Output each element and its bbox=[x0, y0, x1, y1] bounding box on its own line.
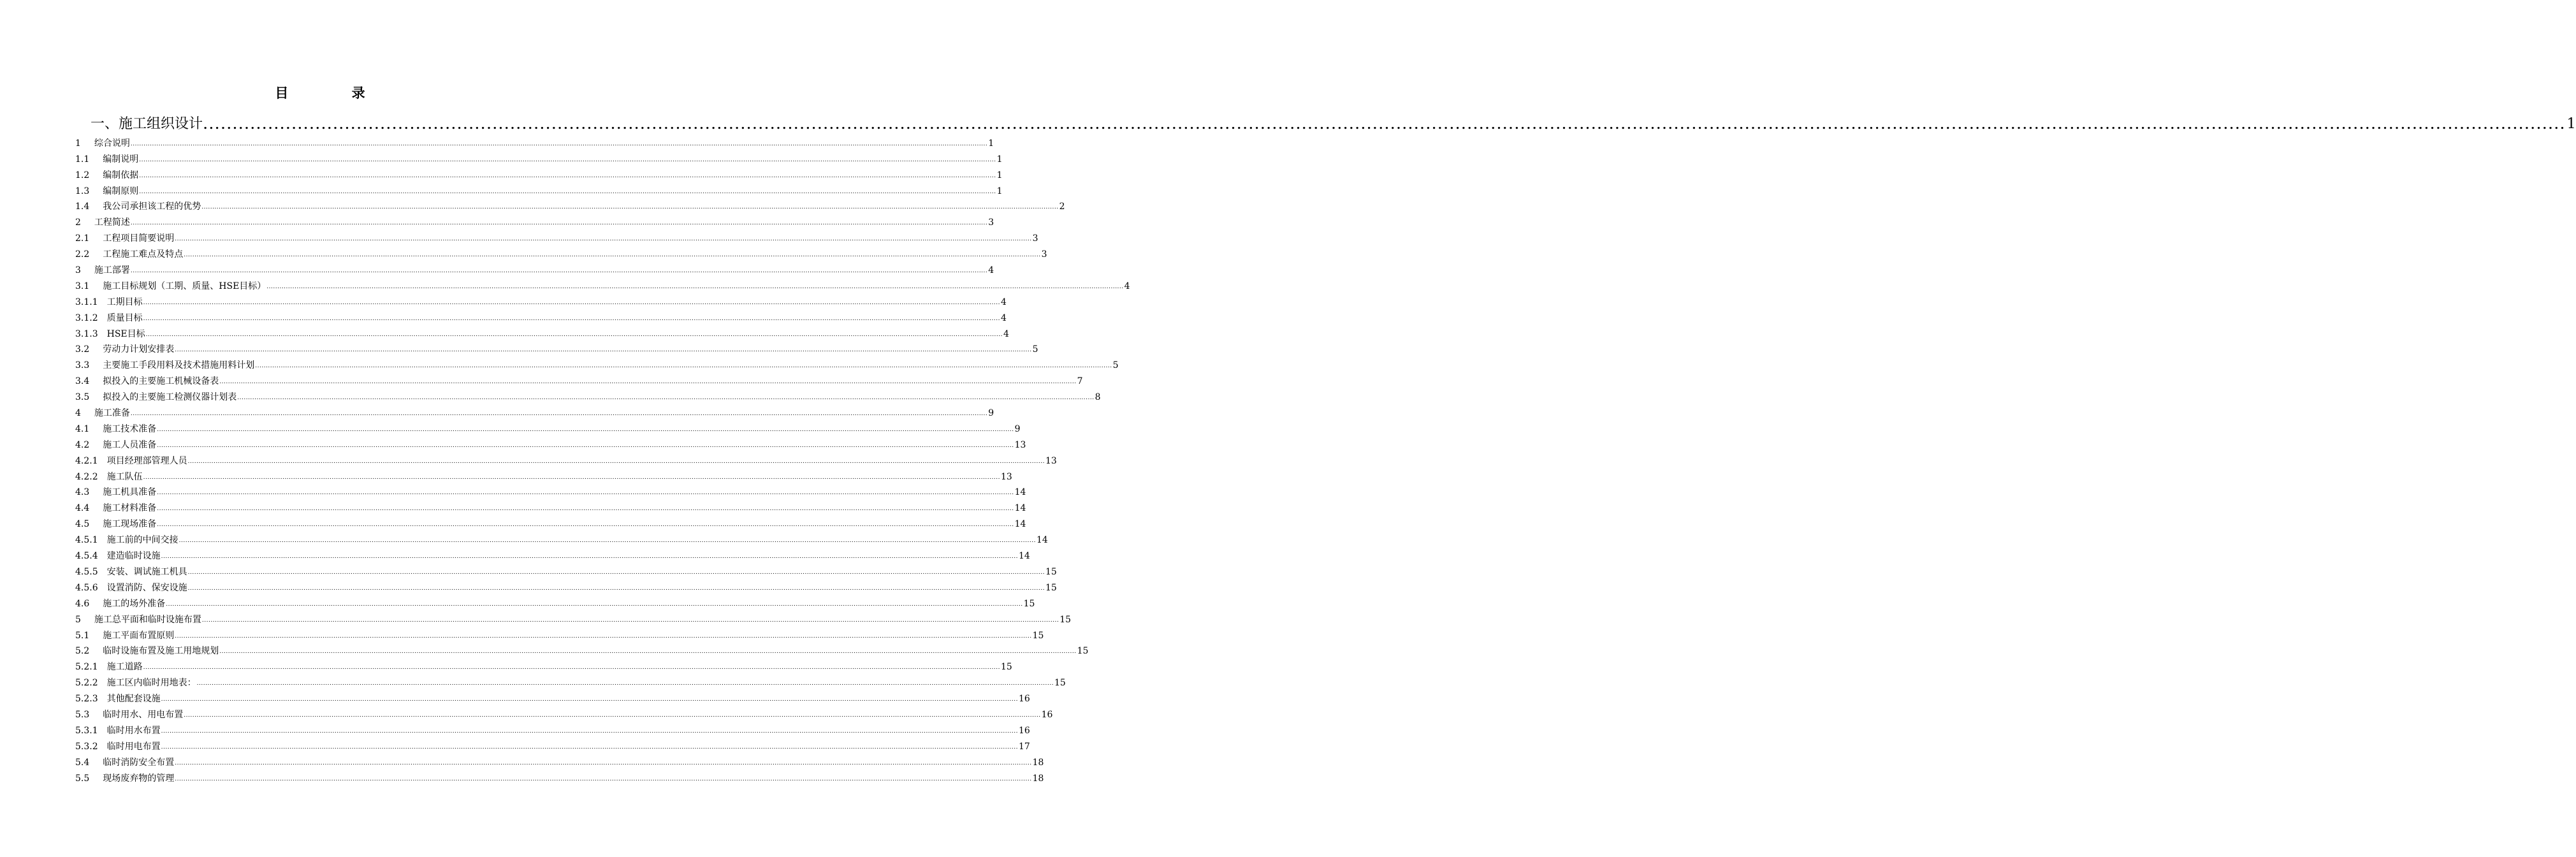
toc-entry-title: 主要施工手段用料及技术措施用料计划 bbox=[103, 360, 255, 371]
toc-entry-title: 工程项目简要说明 bbox=[103, 233, 175, 244]
toc-entry-title: 施工总平面和临时设施布置 bbox=[94, 614, 201, 625]
toc-leader-dots: ................................................................................................................................................................................................................................................................................................................................................................................................................ bbox=[196, 680, 1054, 687]
toc-entry[interactable] bbox=[75, 704, 1053, 720]
toc-entry-number: 5.2.2 bbox=[75, 678, 107, 689]
toc-leader-dots: ................................................................................................................................................................................................................................................................................................................................................................................................................ bbox=[203, 119, 2566, 132]
toc-entry[interactable] bbox=[75, 482, 1026, 498]
toc-entry[interactable] bbox=[75, 656, 1012, 673]
toc-entry-number: 2.2 bbox=[75, 249, 103, 260]
toc-entry-number: 4.5.1 bbox=[75, 535, 107, 546]
toc-leader-dots: ................................................................................................................................................................................................................................................................................................................................................................................................................ bbox=[157, 490, 1014, 497]
toc-entry-page: 1 bbox=[996, 154, 1003, 165]
toc-entry-number: 5.5 bbox=[75, 773, 103, 784]
toc-entry-number: 5.2 bbox=[75, 646, 103, 657]
toc-entry-number: 5.3.2 bbox=[75, 741, 107, 752]
toc-entry-number: 5.4 bbox=[75, 757, 103, 768]
toc-entry-title: 工期目标 bbox=[106, 297, 143, 307]
toc-entry-title: 编制原则 bbox=[103, 186, 139, 196]
toc-entry-title: 施工目标规划（工期、质量、HSE目标） bbox=[103, 281, 266, 291]
toc-entry[interactable] bbox=[75, 672, 1066, 689]
toc-entry[interactable] bbox=[75, 244, 1047, 260]
toc-entry-title: 其他配套设施 bbox=[106, 694, 161, 705]
toc-entry[interactable] bbox=[75, 545, 1030, 562]
toc-entry-number: 4.2.2 bbox=[75, 471, 107, 482]
toc-entry[interactable] bbox=[75, 529, 1048, 546]
toc-leader-dots: ................................................................................................................................................................................................................................................................................................................................................................................................................ bbox=[255, 363, 1112, 370]
toc-entry-title: 我公司承担该工程的优势 bbox=[103, 201, 201, 212]
toc-entry-page: 14 bbox=[1014, 503, 1026, 514]
toc-entry[interactable] bbox=[75, 641, 1089, 657]
toc-entry-page: 4 bbox=[1000, 312, 1007, 323]
toc-entry-title: 临时用水、用电布置 bbox=[103, 709, 184, 720]
toc-leader-dots: ................................................................................................................................................................................................................................................................................................................................................................................................................ bbox=[157, 506, 1014, 513]
toc-entry[interactable] bbox=[75, 212, 994, 228]
toc-leader-dots: ................................................................................................................................................................................................................................................................................................................................................................................................................ bbox=[219, 379, 1077, 386]
toc-entry-page: 4 bbox=[1003, 328, 1009, 339]
toc-entry-number: 4.2 bbox=[75, 439, 103, 450]
toc-entry-title: 临时设施布置及施工用地规划 bbox=[103, 646, 219, 657]
toc-entry-number: 3 bbox=[75, 265, 94, 276]
toc-entry-page: 18 bbox=[1032, 773, 1044, 784]
toc-entry-page: 1 bbox=[996, 170, 1003, 180]
toc-entry[interactable] bbox=[75, 370, 1083, 387]
toc-entry-title: 建造临时设施 bbox=[106, 551, 161, 562]
toc-leader-dots: ................................................................................................................................................................................................................................................................................................................................................................................................................ bbox=[184, 712, 1041, 719]
toc-entry-number: 1.2 bbox=[75, 170, 103, 180]
toc-entry[interactable] bbox=[75, 196, 1065, 212]
toc-entry-title: 施工技术准备 bbox=[103, 423, 157, 434]
toc-entry-page: 17 bbox=[1018, 741, 1030, 752]
toc-entry-page: 4 bbox=[1124, 281, 1130, 291]
toc-entry-number: 5.2.1 bbox=[75, 662, 107, 673]
toc-entry-page: 1 bbox=[988, 138, 994, 149]
toc-entry-title: 编制说明 bbox=[103, 154, 139, 165]
toc-entry-page: 2 bbox=[1059, 201, 1065, 212]
toc-entry[interactable] bbox=[75, 593, 1035, 609]
toc-entry-page: 3 bbox=[988, 217, 994, 228]
toc-leader-dots: ................................................................................................................................................................................................................................................................................................................................................................................................................ bbox=[157, 442, 1014, 449]
toc-entry-title: 施工人员准备 bbox=[103, 439, 157, 450]
toc-entry-title: 拟投入的主要施工检测仪器计划表 bbox=[103, 392, 237, 403]
toc-entry[interactable] bbox=[75, 275, 1130, 291]
toc-entry-title: 现场废弃物的管理 bbox=[103, 773, 175, 784]
toc-leader-dots: ................................................................................................................................................................................................................................................................................................................................................................................................................ bbox=[157, 426, 1014, 433]
toc-entry-number: 2.1 bbox=[75, 233, 103, 244]
toc-leader-dots: ................................................................................................................................................................................................................................................................................................................................................................................................................ bbox=[175, 347, 1032, 354]
page-title: 目 录 bbox=[275, 85, 395, 101]
toc-entry-page: 4 bbox=[988, 265, 994, 276]
toc-entry-number: 3.1.3 bbox=[75, 328, 107, 339]
toc-entry[interactable] bbox=[75, 133, 994, 149]
toc-leader-dots: ................................................................................................................................................................................................................................................................................................................................................................................................................ bbox=[187, 585, 1045, 592]
toc-leader-dots: ................................................................................................................................................................................................................................................................................................................................................................................................................ bbox=[187, 458, 1045, 465]
toc-entry-number: 4.3 bbox=[75, 487, 103, 498]
toc-entry-number: 1 bbox=[75, 138, 94, 149]
toc-entry[interactable] bbox=[75, 402, 994, 419]
toc-entry-number: 1.3 bbox=[75, 186, 103, 196]
toc-leader-dots: ................................................................................................................................................................................................................................................................................................................................................................................................................ bbox=[161, 696, 1018, 703]
toc-entry-page: 1 bbox=[2566, 116, 2576, 132]
toc-leader-dots: ................................................................................................................................................................................................................................................................................................................................................................................................................ bbox=[266, 283, 1124, 290]
toc-leader-dots: ................................................................................................................................................................................................................................................................................................................................................................................................................ bbox=[157, 522, 1014, 529]
toc-entry[interactable] bbox=[75, 165, 1003, 180]
toc-entry-number: 2 bbox=[75, 217, 94, 228]
toc-leader-dots: ................................................................................................................................................................................................................................................................................................................................................................................................................ bbox=[130, 140, 988, 147]
toc-entry[interactable] bbox=[75, 625, 1044, 641]
toc-entry-page: 15 bbox=[1032, 630, 1044, 641]
toc-leader-dots: ................................................................................................................................................................................................................................................................................................................................................................................................................ bbox=[143, 474, 1000, 481]
toc-leader-dots: ................................................................................................................................................................................................................................................................................................................................................................................................................ bbox=[130, 220, 988, 227]
toc-entry-page: 13 bbox=[1045, 455, 1057, 466]
toc-entry-page: 15 bbox=[1045, 566, 1057, 577]
toc-entry[interactable] bbox=[75, 149, 1003, 165]
toc-entry-page: 13 bbox=[1014, 439, 1026, 450]
toc-entry-number: 3.1.2 bbox=[75, 312, 107, 323]
toc-entry-number: 4.5.5 bbox=[75, 566, 107, 577]
toc-entry-number: 5.1 bbox=[75, 630, 103, 641]
toc-entry-title: 质量目标 bbox=[106, 312, 143, 323]
toc-entry[interactable] bbox=[75, 180, 1003, 196]
toc-entry[interactable] bbox=[75, 228, 1038, 244]
toc-entry-page: 3 bbox=[1041, 249, 1047, 260]
toc-entry[interactable] bbox=[75, 752, 1044, 768]
toc-entry[interactable] bbox=[75, 418, 1021, 434]
toc-entry-page: 15 bbox=[1000, 662, 1012, 673]
toc-entry[interactable] bbox=[75, 355, 1119, 371]
toc-entry-number: 5.2.3 bbox=[75, 694, 107, 705]
toc-leader-dots: ................................................................................................................................................................................................................................................................................................................................................................................................................ bbox=[161, 553, 1018, 560]
toc-entry-page: 13 bbox=[1000, 471, 1012, 482]
toc-entry-number: 4.4 bbox=[75, 503, 103, 514]
toc-entry-title: 综合说明 bbox=[94, 138, 130, 149]
toc-leader-dots: ................................................................................................................................................................................................................................................................................................................................................................................................................ bbox=[139, 156, 996, 163]
toc-entry-number: 5 bbox=[75, 614, 94, 625]
toc-entry-page: 9 bbox=[1014, 423, 1021, 434]
toc-entry[interactable] bbox=[75, 386, 1101, 403]
toc-leader-dots: ................................................................................................................................................................................................................................................................................................................................................................................................................ bbox=[161, 728, 1018, 735]
toc-leader-dots: ................................................................................................................................................................................................................................................................................................................................................................................................................ bbox=[139, 188, 996, 195]
toc-leader-dots: ................................................................................................................................................................................................................................................................................................................................................................................................................ bbox=[130, 268, 988, 275]
toc-entry[interactable] bbox=[75, 497, 1026, 514]
toc-entry-title: 临时用电布置 bbox=[106, 741, 161, 752]
toc-entry[interactable] bbox=[75, 513, 1026, 530]
toc-entry[interactable] bbox=[75, 688, 1030, 705]
toc-leader-dots: ................................................................................................................................................................................................................................................................................................................................................................................................................ bbox=[175, 633, 1032, 640]
toc-entry-number: 5.3 bbox=[75, 709, 103, 720]
toc-leader-dots: ................................................................................................................................................................................................................................................................................................................................................................................................................ bbox=[143, 315, 1000, 322]
toc-entry-page: 14 bbox=[1014, 487, 1026, 498]
toc-entry-page: 14 bbox=[1036, 535, 1048, 546]
toc-entry-number: 1.4 bbox=[75, 201, 103, 212]
toc-entry-page: 16 bbox=[1041, 709, 1053, 720]
toc-entry-number: 3.2 bbox=[75, 344, 103, 355]
toc-entry[interactable] bbox=[75, 577, 1057, 593]
toc-entry[interactable] bbox=[75, 561, 1057, 577]
toc-entry-title: 工程施工难点及特点 bbox=[103, 249, 184, 260]
toc-entry-number: 4.2.1 bbox=[75, 455, 107, 466]
toc-entry-page: 16 bbox=[1018, 725, 1030, 736]
toc-entry-page: 18 bbox=[1032, 757, 1044, 768]
toc-leader-dots: ................................................................................................................................................................................................................................................................................................................................................................................................................ bbox=[237, 395, 1095, 402]
toc-entry-title: 临时用水布置 bbox=[106, 725, 161, 736]
toc-entry-page: 15 bbox=[1045, 582, 1057, 593]
toc-entry-title: 施工现场准备 bbox=[103, 519, 157, 530]
toc-entry-title: 拟投入的主要施工机械设备表 bbox=[103, 376, 219, 387]
toc-entry-title: 施工道路 bbox=[106, 662, 143, 673]
toc-entry-title: 施工队伍 bbox=[106, 471, 143, 482]
toc-leader-dots: ................................................................................................................................................................................................................................................................................................................................................................................................................ bbox=[187, 569, 1045, 576]
toc-entry-page: 5 bbox=[1032, 344, 1038, 355]
toc-entry-title: 施工部署 bbox=[94, 265, 130, 276]
toc-leader-dots: ................................................................................................................................................................................................................................................................................................................................................................................................................ bbox=[219, 648, 1077, 656]
toc-leader-dots: ................................................................................................................................................................................................................................................................................................................................................................................................................ bbox=[201, 204, 1059, 211]
toc-entry-title: 安装、调试施工机具 bbox=[106, 566, 187, 577]
toc-entry-title: HSE目标 bbox=[106, 328, 145, 339]
toc-leader-dots: ................................................................................................................................................................................................................................................................................................................................................................................................................ bbox=[143, 299, 1000, 306]
toc-entry[interactable] bbox=[75, 434, 1026, 450]
toc-entry[interactable] bbox=[75, 450, 1057, 466]
toc-leader-dots: ................................................................................................................................................................................................................................................................................................................................................................................................................ bbox=[166, 601, 1023, 608]
toc-leader-dots: ................................................................................................................................................................................................................................................................................................................................................................................................................ bbox=[175, 759, 1032, 766]
toc-entry-page: 15 bbox=[1059, 614, 1072, 625]
toc-leader-dots: ................................................................................................................................................................................................................................................................................................................................................................................................................ bbox=[184, 252, 1041, 259]
toc-entry-page: 3 bbox=[1032, 233, 1038, 244]
toc-entry-number: 4.5.4 bbox=[75, 551, 107, 562]
toc-entry[interactable] bbox=[75, 260, 994, 276]
toc-entry-title: 施工的场外准备 bbox=[103, 598, 166, 609]
toc-entry[interactable] bbox=[75, 736, 1030, 752]
toc-entry-number: 3.4 bbox=[75, 376, 103, 387]
toc-leader-dots: ................................................................................................................................................................................................................................................................................................................................................................................................................ bbox=[175, 775, 1032, 782]
toc-entry-title: 施工区内临时用地表： bbox=[106, 678, 196, 689]
toc-entry-title: 临时消防安全布置 bbox=[103, 757, 175, 768]
toc-leader-dots: ................................................................................................................................................................................................................................................................................................................................................................................................................ bbox=[139, 172, 996, 179]
toc-entry-number: 4.6 bbox=[75, 598, 103, 609]
toc-entry-number: 4.5.6 bbox=[75, 582, 107, 593]
toc-entry-page: 5 bbox=[1112, 360, 1119, 371]
toc-entry-number: 4 bbox=[75, 408, 94, 419]
toc-entry-title: 编制依据 bbox=[103, 170, 139, 180]
toc-entry-number: 3.1.1 bbox=[75, 297, 107, 307]
toc-entry-title: 施工机具准备 bbox=[103, 487, 157, 498]
toc-entry-page: 7 bbox=[1077, 376, 1083, 387]
toc-entry[interactable] bbox=[75, 307, 1007, 323]
toc-entry[interactable] bbox=[75, 466, 1012, 482]
toc-entry-number: 3.5 bbox=[75, 392, 103, 403]
toc-entry-number: 5.3.1 bbox=[75, 725, 107, 736]
toc-entry-title: 设置消防、保安设施 bbox=[106, 582, 187, 593]
toc-entry-page: 15 bbox=[1023, 598, 1035, 609]
toc-entry-page: 1 bbox=[996, 186, 1003, 196]
toc-entry-number: 4.1 bbox=[75, 423, 103, 434]
toc-leader-dots: ................................................................................................................................................................................................................................................................................................................................................................................................................ bbox=[178, 538, 1036, 545]
toc-leader-dots: ................................................................................................................................................................................................................................................................................................................................................................................................................ bbox=[130, 411, 988, 418]
toc-leader-dots: ................................................................................................................................................................................................................................................................................................................................................................................................................ bbox=[143, 664, 1000, 671]
toc-entry-number: 3.3 bbox=[75, 360, 103, 371]
toc-entry-number: 4.5 bbox=[75, 519, 103, 530]
toc-entry[interactable] bbox=[75, 339, 1038, 355]
toc-entry[interactable] bbox=[75, 291, 1007, 307]
toc-entry-title: 施工前的中间交接 bbox=[106, 535, 178, 546]
toc-entry[interactable] bbox=[75, 609, 1072, 625]
toc-entry-page: 14 bbox=[1014, 519, 1026, 530]
toc-leader-dots: ................................................................................................................................................................................................................................................................................................................................................................................................................ bbox=[175, 236, 1032, 243]
toc-entry[interactable] bbox=[75, 114, 2576, 133]
toc-entry[interactable] bbox=[75, 323, 1009, 339]
toc-entry-title: 劳动力计划安排表 bbox=[103, 344, 175, 355]
toc-entry-page: 8 bbox=[1095, 392, 1101, 403]
toc-entry-title: 工程简述 bbox=[94, 217, 130, 228]
toc-entry-page: 9 bbox=[988, 408, 994, 419]
toc-entry-number: 3.1 bbox=[75, 281, 103, 291]
toc-entry-page: 4 bbox=[1000, 297, 1007, 307]
toc-leader-dots: ................................................................................................................................................................................................................................................................................................................................................................................................................ bbox=[201, 617, 1059, 624]
toc-entry-number: 1.1 bbox=[75, 154, 103, 165]
toc-leader-dots: ................................................................................................................................................................................................................................................................................................................................................................................................................ bbox=[145, 331, 1003, 338]
toc-entry-title: 施工准备 bbox=[94, 408, 130, 419]
toc-entry-page: 15 bbox=[1054, 678, 1066, 689]
table-of-contents bbox=[75, 114, 2576, 784]
toc-entry-title: 一、施工组织设计 bbox=[91, 116, 203, 132]
toc-entry-page: 14 bbox=[1018, 551, 1030, 562]
toc-entry[interactable] bbox=[75, 720, 1030, 736]
toc-entry-title: 施工材料准备 bbox=[103, 503, 157, 514]
toc-entry-page: 15 bbox=[1077, 646, 1089, 657]
toc-entry[interactable] bbox=[75, 768, 1044, 784]
toc-entry-title: 项目经理部管理人员 bbox=[106, 455, 187, 466]
toc-entry-title: 施工平面布置原则 bbox=[103, 630, 175, 641]
toc-leader-dots: ................................................................................................................................................................................................................................................................................................................................................................................................................ bbox=[161, 743, 1018, 751]
toc-entry-page: 16 bbox=[1018, 694, 1030, 705]
